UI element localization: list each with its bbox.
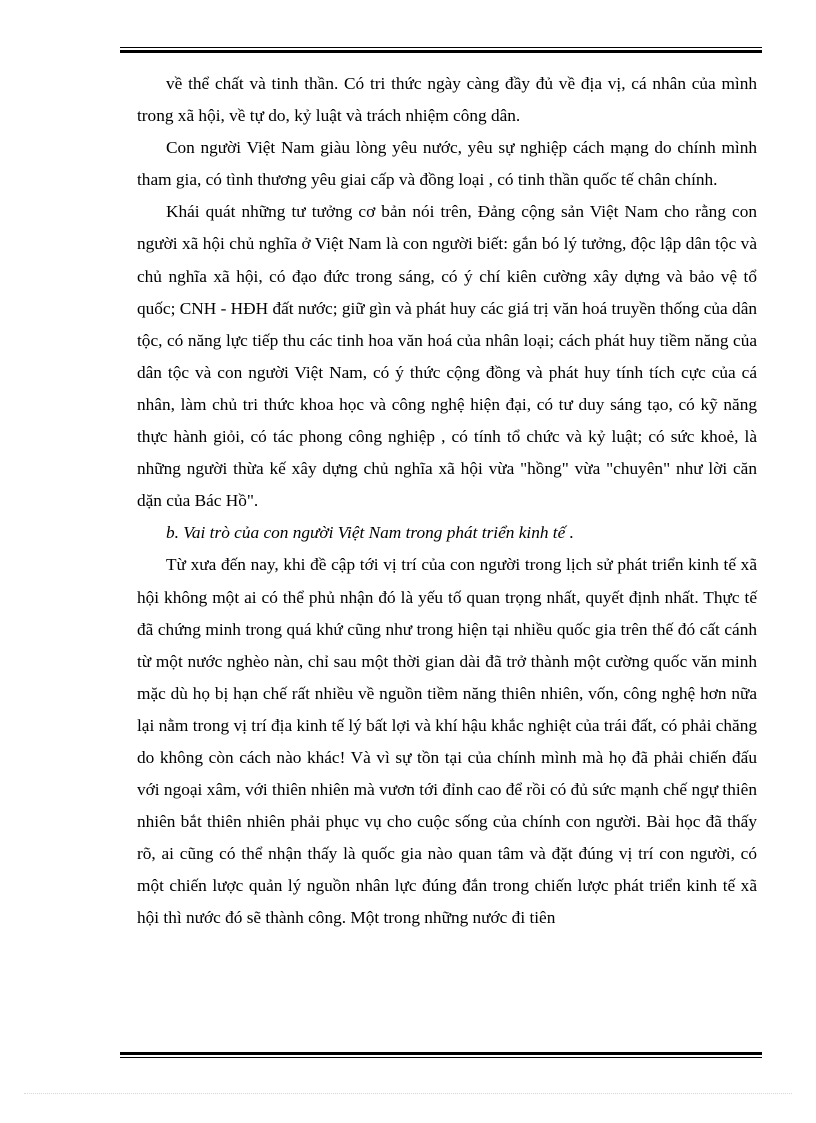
header-rule-thin (120, 47, 762, 48)
header-rule-thick (120, 50, 762, 53)
paragraph-4: Từ xưa đến nay, khi đề cập tới vị trí của con người trong lịch sử phát triển kinh tế xã hội không một ai có thể phủ nhận đó là yếu tố quan trọng nhất, quyết định nhất. Thực tế đã chứng minh trong quá khứ cũng như trong hiện tại nhiều quốc gia trên thế đó cất cánh từ một nước nghèo nàn, chỉ sau một thời gian dài đã trở thành một cường quốc văn minh mặc dù họ bị hạn chế rất nhiều về nguồn tiềm năng thiên nhiên, vốn, công nghệ hơn nữa lại nằm trong vị trí địa kinh tế lý bất lợi và khí hậu khắc nghiệt của trái đất, có phải chăng do không còn cách nào khác! Và vì sự tồn tại của chính mình mà họ đã phải chiến đấu với ngoại xâm, với thiên nhiên mà vươn tới đỉnh cao để rồi có đủ sức mạnh chế ngự thiên nhiên bắt thiên nhiên phải phục vụ cho cuộc sống của chính con người. Bài học đã thấy rõ, ai cũng có thể nhận thấy là quốc gia nào quan tâm và đặt đúng vị trí con người, có một chiến lược quản lý nguồn nhân lực đúng đắn trong chiến lược phát triển kinh tế xã hội thì nước đó sẽ thành công. Một trong những nước đi tiên (137, 555, 757, 928)
page-edge-dotted-line (24, 1093, 792, 1094)
footer-rule-thin (120, 1057, 762, 1058)
footer-rule (120, 1052, 762, 1058)
paragraph-2: Con người Việt Nam giàu lòng yêu nước, yêu sự nghiệp cách mạng do chính mình tham gia, có tình thương yêu giai cấp và đồng loại , có tinh thần quốc tế chân chính. (137, 138, 757, 190)
paragraph-3: Khái quát những tư tưởng cơ bản nói trên, Đảng cộng sản Việt Nam cho rằng con người xã hội chủ nghĩa ở Việt Nam là con người biết: gắn bó lý tưởng, độc lập dân tộc và chủ nghĩa xã hội, có đạo đức trong sáng, có ý chí kiên cường xây dựng và bảo vệ tổ quốc; CNH - HĐH đất nước; giữ gìn và phát huy các giá trị văn hoá truyền thống của dân tộc, có năng lực tiếp thu các tinh hoa văn hoá của nhân loại; cách phát huy tiềm năng của dân tộc và con người Việt Nam, có ý thức cộng đồng và phát huy tính tích cực của cá nhân, làm chủ tri thức khoa học và công nghệ hiện đại, có tư duy sáng tạo, có kỹ năng thực hành giỏi, có tác phong công nghiệp , có tính tổ chức và kỷ luật; có sức khoẻ, là những người thừa kế xây dựng chủ nghĩa xã hội vừa "hồng" vừa "chuyên" như lời căn dặn của Bác Hồ". (137, 202, 757, 511)
paragraph-1: về thể chất và tinh thần. Có tri thức ngày càng đầy đủ về địa vị, cá nhân của mình trong xã hội, về tự do, kỷ luật và trách nhiệm công dân. (137, 74, 757, 126)
page-body (137, 68, 757, 935)
footer-rule-thick (120, 1052, 762, 1055)
section-heading: b. Vai trò của con người Việt Nam trong phát triển kinh tế . (166, 523, 574, 543)
header-rule (120, 47, 762, 53)
